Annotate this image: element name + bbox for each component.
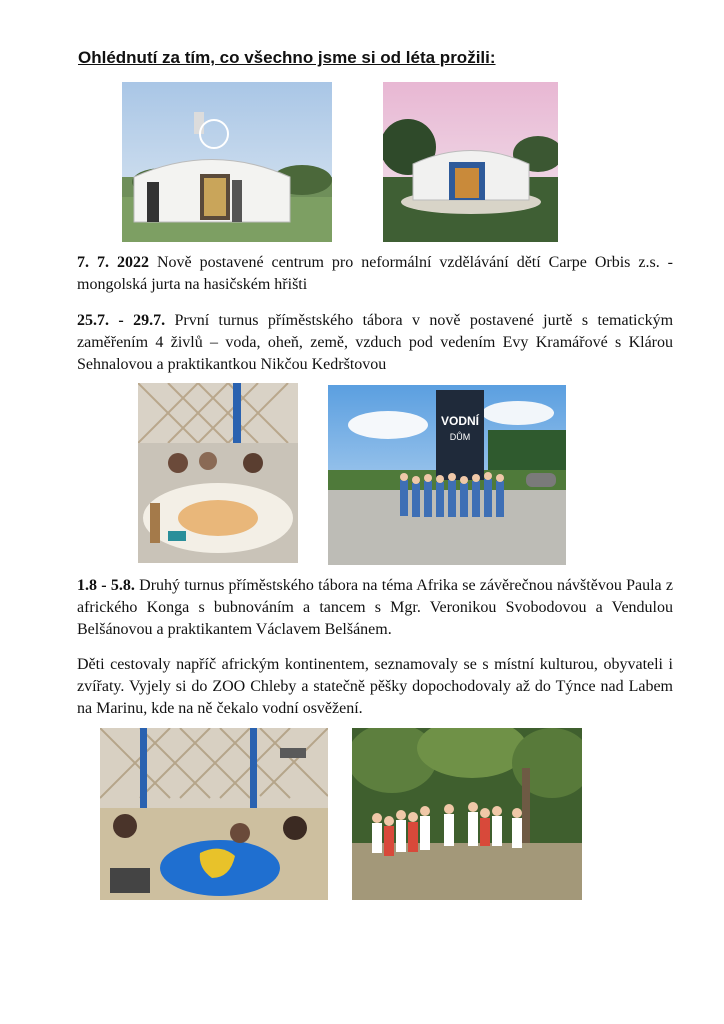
section-7-7 bbox=[77, 252, 673, 296]
photo-yurt-interior-elements bbox=[138, 383, 298, 563]
section-25-7 bbox=[77, 310, 673, 376]
section-text: Děti cestovaly napříč africkým kontinentem, seznamovaly se s místní kulturou, obyvateli i zvířaty. Vyjely si do ZOO Chleby a statečně pěšky dopochodovaly až do Týnce nad Labem na Marinu, kde na ně čekalo vodní osvěžení. bbox=[77, 656, 673, 717]
section-1-8 bbox=[77, 575, 673, 641]
photo-group-forest bbox=[352, 728, 582, 900]
sign-dum: DŮM bbox=[449, 432, 471, 442]
section-date: 25.7. - 29.7. bbox=[77, 312, 166, 329]
sign-vodni: VODNÍ bbox=[440, 414, 480, 428]
section-date: 1.8 - 5.8. bbox=[77, 577, 135, 594]
section-africa-trip bbox=[77, 654, 673, 720]
section-text: Druhý turnus příměstského tábora na téma Afrika se závěrečnou návštěvou Paula z afrického Konga s bubnováním a tancem s Mgr. Veronikou Svobodovou a Vendulou Belšánovou a praktikantem Václavem Belšánem. bbox=[77, 577, 674, 638]
section-date: 7. 7. 2022 bbox=[77, 254, 149, 271]
photo-africa-workshop bbox=[100, 728, 328, 900]
photo-vodni-dum-group bbox=[328, 385, 566, 565]
photo-yurt-sunset bbox=[383, 82, 558, 242]
section-text: Nově postavené centrum pro neformální vzdělávání dětí Carpe Orbis z.s. - mongolská jurta na hasičském hřišti bbox=[77, 254, 674, 293]
photo-yurt-construction bbox=[122, 82, 332, 242]
page-title: Ohlédnutí za tím, co všechno jsme si od léta prožili: bbox=[78, 48, 496, 67]
section-text: První turnus příměstského tábora v nově postavené jurtě s tematickým zaměřením 4 živlů – voda, oheň, země, vzduch pod vedením Evy Kramářové s Klárou Sehnalovou a praktikantkou Nikčou Kedrštovou bbox=[77, 312, 674, 373]
